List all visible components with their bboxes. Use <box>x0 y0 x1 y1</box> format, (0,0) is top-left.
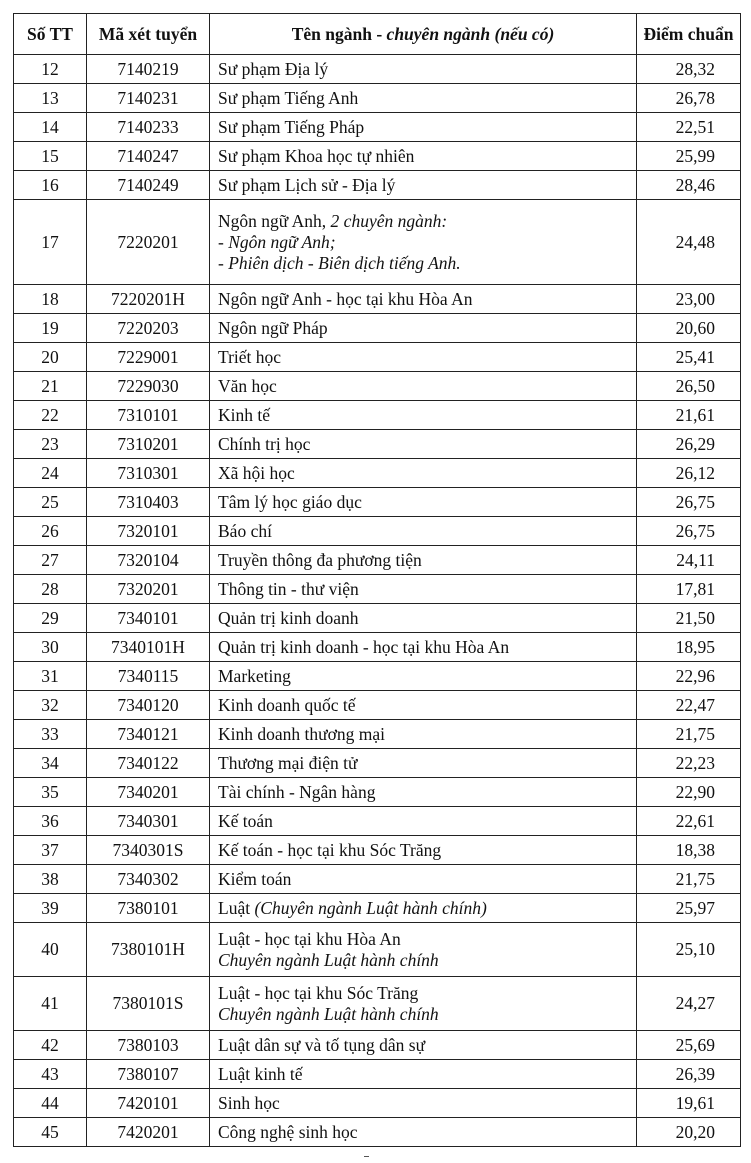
row-name-text: Sinh học <box>218 1092 280 1113</box>
row-score: 28,46 <box>637 171 741 200</box>
row-name <box>210 633 637 662</box>
row-code: 7229030 <box>87 372 210 401</box>
row-stt: 43 <box>14 1060 87 1089</box>
row-score: 26,78 <box>637 84 741 113</box>
row-stt: 42 <box>14 1031 87 1060</box>
row-name-line <box>218 289 636 310</box>
header-stt: Số TT <box>14 14 87 55</box>
row-code: 7310201 <box>87 430 210 459</box>
row-stt: 25 <box>14 488 87 517</box>
table-row <box>14 778 741 807</box>
row-name <box>210 749 637 778</box>
row-stt: 44 <box>14 1089 87 1118</box>
row-name <box>210 171 637 200</box>
row-name <box>210 1118 637 1147</box>
table-row <box>14 894 741 923</box>
row-stt: 34 <box>14 749 87 778</box>
row-name-text: Sư phạm Lịch sử - Địa lý <box>218 174 396 195</box>
row-score: 24,27 <box>637 977 741 1031</box>
row-name-text: Kinh doanh thương mại <box>218 723 385 744</box>
table-header <box>14 14 741 55</box>
row-name-text: Luật kinh tế <box>218 1063 303 1084</box>
row-name-line <box>218 1064 636 1085</box>
row-stt: 31 <box>14 662 87 691</box>
row-stt: 17 <box>14 200 87 285</box>
row-name-italic: (Chuyên ngành Luật hành chính) <box>254 897 487 918</box>
row-name-text: Sư phạm Địa lý <box>218 58 329 79</box>
header-code: Mã xét tuyển <box>87 14 210 55</box>
row-name-line <box>218 59 636 80</box>
row-code: 7340302 <box>87 865 210 894</box>
row-name-line <box>218 146 636 167</box>
row-name-text: Truyền thông đa phương tiện <box>218 549 422 570</box>
table-row <box>14 807 741 836</box>
row-code: 7340101 <box>87 604 210 633</box>
row-code: 7340101H <box>87 633 210 662</box>
row-name-text: Xã hội học <box>218 462 295 483</box>
table-row <box>14 604 741 633</box>
row-stt: 13 <box>14 84 87 113</box>
row-name-line <box>218 347 636 368</box>
row-score: 25,99 <box>637 142 741 171</box>
row-score: 25,10 <box>637 923 741 977</box>
table-row <box>14 691 741 720</box>
row-name <box>210 807 637 836</box>
row-stt: 28 <box>14 575 87 604</box>
row-stt: 27 <box>14 546 87 575</box>
row-name-text: Marketing <box>218 665 291 686</box>
header-row <box>14 14 741 55</box>
row-name <box>210 977 637 1031</box>
row-name <box>210 517 637 546</box>
row-name-text: Thông tin - thư viện <box>218 578 359 599</box>
row-name-text: Tài chính - Ngân hàng <box>218 781 376 802</box>
row-name-line <box>218 463 636 484</box>
table-row <box>14 285 741 314</box>
row-name-line <box>218 492 636 513</box>
table-row <box>14 1089 741 1118</box>
table-row <box>14 55 741 84</box>
row-name-text: Công nghệ sinh học <box>218 1121 358 1142</box>
row-score: 23,00 <box>637 285 741 314</box>
table-row <box>14 200 741 285</box>
row-name-line <box>218 521 636 542</box>
row-name-line <box>218 88 636 109</box>
row-name-sub: - Phiên dịch - Biên dịch tiếng Anh. <box>218 252 461 273</box>
row-code: 7420101 <box>87 1089 210 1118</box>
row-score: 25,69 <box>637 1031 741 1060</box>
row-name <box>210 691 637 720</box>
row-code: 7320104 <box>87 546 210 575</box>
row-name-line <box>218 898 636 919</box>
row-name-sub: Chuyên ngành Luật hành chính <box>218 949 439 970</box>
row-score: 21,50 <box>637 604 741 633</box>
row-score: 22,23 <box>637 749 741 778</box>
row-stt: 35 <box>14 778 87 807</box>
row-name-text: Quản trị kinh doanh - học tại khu Hòa An <box>218 636 510 657</box>
row-code: 7220201H <box>87 285 210 314</box>
row-name-text: Kinh tế <box>218 404 271 425</box>
row-name <box>210 662 637 691</box>
table-row <box>14 1060 741 1089</box>
row-name-text: Chính trị học <box>218 433 311 454</box>
row-name-line <box>218 929 636 950</box>
row-name-sub: Chuyên ngành Luật hành chính <box>218 1003 439 1024</box>
row-stt: 12 <box>14 55 87 84</box>
row-stt: 39 <box>14 894 87 923</box>
row-name <box>210 575 637 604</box>
table-row <box>14 459 741 488</box>
table-row <box>14 575 741 604</box>
row-name-text: Luật - học tại khu Sóc Trăng <box>218 982 419 1003</box>
row-name-line <box>218 434 636 455</box>
row-score: 21,75 <box>637 865 741 894</box>
row-score: 17,81 <box>637 575 741 604</box>
row-stt: 23 <box>14 430 87 459</box>
row-code: 7220201 <box>87 200 210 285</box>
row-score: 26,75 <box>637 488 741 517</box>
row-code: 7340301S <box>87 836 210 865</box>
row-code: 7380107 <box>87 1060 210 1089</box>
row-name-line <box>218 1035 636 1056</box>
row-name-text: Thương mại điện tử <box>218 752 358 773</box>
row-name-text: Văn học <box>218 375 277 396</box>
row-score: 26,75 <box>637 517 741 546</box>
row-name-text: Luật - học tại khu Hòa An <box>218 928 401 949</box>
row-code: 7340122 <box>87 749 210 778</box>
table-row <box>14 662 741 691</box>
row-code: 7140231 <box>87 84 210 113</box>
row-score: 26,29 <box>637 430 741 459</box>
row-stt: 19 <box>14 314 87 343</box>
row-name-sub: - Ngôn ngữ Anh; <box>218 231 336 252</box>
row-code: 7229001 <box>87 343 210 372</box>
row-name-text: Quản trị kinh doanh <box>218 607 359 628</box>
row-name-line <box>218 405 636 426</box>
row-name-text: Tâm lý học giáo dục <box>218 491 362 512</box>
table-row <box>14 865 741 894</box>
table-row <box>14 633 741 662</box>
row-stt: 15 <box>14 142 87 171</box>
row-score: 24,48 <box>637 200 741 285</box>
row-score: 26,50 <box>637 372 741 401</box>
row-name-line <box>218 376 636 397</box>
row-score: 28,32 <box>637 55 741 84</box>
row-score: 20,20 <box>637 1118 741 1147</box>
row-name <box>210 314 637 343</box>
row-name-line <box>218 782 636 803</box>
row-name-line <box>218 1093 636 1114</box>
row-stt: 45 <box>14 1118 87 1147</box>
row-stt: 37 <box>14 836 87 865</box>
row-name <box>210 546 637 575</box>
row-name <box>210 923 637 977</box>
row-name-text: Kế toán <box>218 810 273 831</box>
row-name <box>210 894 637 923</box>
table-row <box>14 84 741 113</box>
row-code: 7220203 <box>87 314 210 343</box>
row-name-line <box>218 608 636 629</box>
row-score: 18,95 <box>637 633 741 662</box>
row-stt: 32 <box>14 691 87 720</box>
row-name-text: Sư phạm Khoa học tự nhiên <box>218 145 415 166</box>
row-stt: 36 <box>14 807 87 836</box>
row-name-line <box>218 983 636 1004</box>
row-name-line <box>218 666 636 687</box>
row-name <box>210 343 637 372</box>
row-stt: 16 <box>14 171 87 200</box>
row-stt: 20 <box>14 343 87 372</box>
table-row <box>14 171 741 200</box>
row-stt: 38 <box>14 865 87 894</box>
row-name <box>210 84 637 113</box>
row-name <box>210 372 637 401</box>
row-score: 21,61 <box>637 401 741 430</box>
row-code: 7340301 <box>87 807 210 836</box>
row-code: 7340121 <box>87 720 210 749</box>
row-code: 7380101S <box>87 977 210 1031</box>
row-name-text: Sư phạm Tiếng Anh <box>218 87 359 108</box>
row-name-line <box>218 724 636 745</box>
row-score: 26,39 <box>637 1060 741 1089</box>
row-stt: 30 <box>14 633 87 662</box>
table-row <box>14 113 741 142</box>
row-code: 7310101 <box>87 401 210 430</box>
row-name-line <box>218 318 636 339</box>
row-name-line <box>218 695 636 716</box>
row-stt: 24 <box>14 459 87 488</box>
row-name <box>210 1031 637 1060</box>
row-name <box>210 1060 637 1089</box>
row-name-line <box>218 175 636 196</box>
row-code: 7320201 <box>87 575 210 604</box>
row-name-text: Triết học <box>218 346 282 367</box>
row-stt: 26 <box>14 517 87 546</box>
row-name-line <box>218 211 636 232</box>
row-name <box>210 778 637 807</box>
row-code: 7340201 <box>87 778 210 807</box>
row-name-line <box>218 811 636 832</box>
row-code: 7310403 <box>87 488 210 517</box>
row-stt: 14 <box>14 113 87 142</box>
row-code: 7140249 <box>87 171 210 200</box>
row-score: 24,11 <box>637 546 741 575</box>
row-name-text: Kế toán - học tại khu Sóc Trăng <box>218 839 442 860</box>
row-name-line <box>218 1122 636 1143</box>
row-stt: 40 <box>14 923 87 977</box>
row-score: 22,47 <box>637 691 741 720</box>
row-name <box>210 865 637 894</box>
row-name-line <box>218 579 636 600</box>
row-score: 19,61 <box>637 1089 741 1118</box>
row-name <box>210 113 637 142</box>
row-code: 7340120 <box>87 691 210 720</box>
row-score: 25,97 <box>637 894 741 923</box>
header-name <box>210 14 637 55</box>
row-code: 7320101 <box>87 517 210 546</box>
table-row <box>14 517 741 546</box>
row-name <box>210 459 637 488</box>
row-name <box>210 488 637 517</box>
table-row <box>14 343 741 372</box>
row-score: 20,60 <box>637 314 741 343</box>
row-code: 7140247 <box>87 142 210 171</box>
table-row <box>14 977 741 1031</box>
row-name <box>210 836 637 865</box>
row-name-text: Báo chí <box>218 520 272 541</box>
row-name <box>210 285 637 314</box>
admission-score-table <box>13 13 741 1147</box>
table-body <box>14 55 741 1147</box>
table-row <box>14 836 741 865</box>
row-name-line <box>218 550 636 571</box>
header-name-italic: chuyên ngành (nếu có) <box>386 23 555 44</box>
row-stt: 33 <box>14 720 87 749</box>
row-name <box>210 720 637 749</box>
row-code: 7420201 <box>87 1118 210 1147</box>
row-score: 22,51 <box>637 113 741 142</box>
row-name-text: Ngôn ngữ Anh, <box>218 210 331 231</box>
row-code: 7340115 <box>87 662 210 691</box>
table-row <box>14 401 741 430</box>
row-code: 7310301 <box>87 459 210 488</box>
header-score: Điểm chuẩn <box>637 14 741 55</box>
table-row <box>14 142 741 171</box>
table-row <box>14 546 741 575</box>
table-row <box>14 430 741 459</box>
row-name-line <box>218 840 636 861</box>
row-score: 25,41 <box>637 343 741 372</box>
row-score: 22,90 <box>637 778 741 807</box>
table-row <box>14 923 741 977</box>
row-stt: 22 <box>14 401 87 430</box>
row-name <box>210 604 637 633</box>
row-score: 18,38 <box>637 836 741 865</box>
row-name-text: Sư phạm Tiếng Pháp <box>218 116 365 137</box>
row-name <box>210 430 637 459</box>
row-score: 26,12 <box>637 459 741 488</box>
row-name <box>210 200 637 285</box>
row-stt: 29 <box>14 604 87 633</box>
row-name-line <box>218 637 636 658</box>
table-row <box>14 488 741 517</box>
row-name-line <box>218 117 636 138</box>
row-name-text: Kiểm toán <box>218 868 292 889</box>
row-name-italic: 2 chuyên ngành: <box>330 210 448 231</box>
row-name-text: Kinh doanh quốc tế <box>218 694 356 715</box>
header-name-main: Tên ngành - <box>291 23 387 44</box>
row-score: 22,96 <box>637 662 741 691</box>
row-code: 7380101 <box>87 894 210 923</box>
table-row <box>14 372 741 401</box>
row-stt: 21 <box>14 372 87 401</box>
row-code: 7140233 <box>87 113 210 142</box>
row-score: 22,61 <box>637 807 741 836</box>
row-name-line <box>218 753 636 774</box>
row-name <box>210 401 637 430</box>
row-code: 7380103 <box>87 1031 210 1060</box>
row-name-text: Luật dân sự và tố tụng dân sự <box>218 1034 426 1055</box>
table-row <box>14 1031 741 1060</box>
table-row <box>14 749 741 778</box>
row-score: 21,75 <box>637 720 741 749</box>
table-row <box>14 314 741 343</box>
table-row <box>14 720 741 749</box>
row-name <box>210 55 637 84</box>
table-row <box>14 1118 741 1147</box>
row-stt: 18 <box>14 285 87 314</box>
page-mark <box>364 1156 369 1160</box>
row-stt: 41 <box>14 977 87 1031</box>
row-name-text: Ngôn ngữ Pháp <box>218 317 328 338</box>
row-code: 7380101H <box>87 923 210 977</box>
row-name-text: Ngôn ngữ Anh - học tại khu Hòa An <box>218 288 473 309</box>
row-code: 7140219 <box>87 55 210 84</box>
row-name <box>210 1089 637 1118</box>
row-name-line <box>218 869 636 890</box>
row-name <box>210 142 637 171</box>
row-name-text: Luật <box>218 897 255 918</box>
